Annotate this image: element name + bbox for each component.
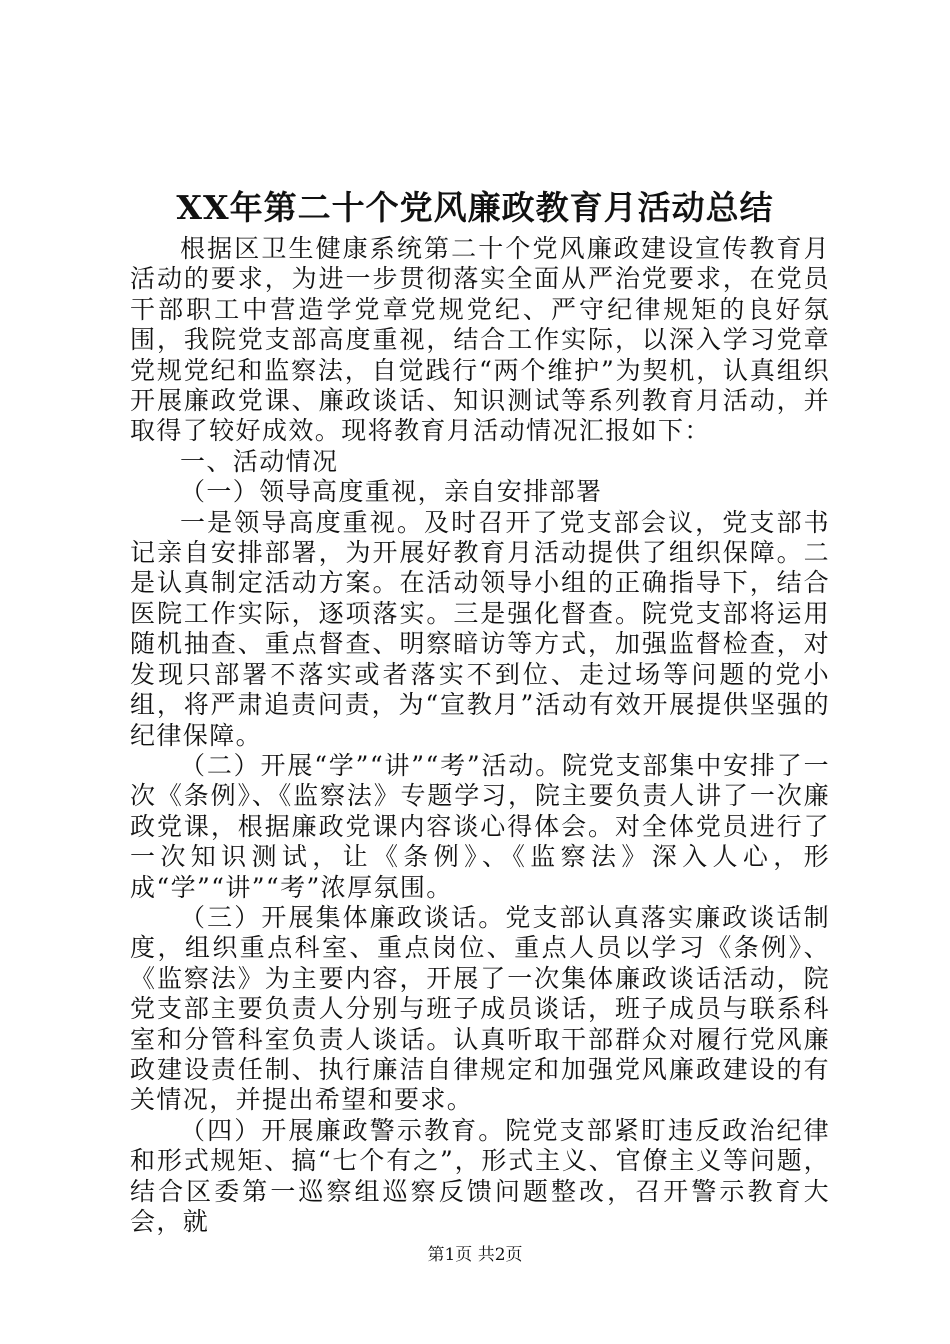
- page-footer: 第1页 共2页: [427, 1245, 523, 1265]
- warning-education-paragraph: （四）开展廉政警示教育。院党支部紧盯违反政治纪律和形式规矩、搞“七个有之”，形式主义、官僚主义等问题，结合区委第一巡察组巡察反馈问题整改，召开警示教育大会，就: [130, 1115, 830, 1236]
- document-body: [130, 234, 830, 1237]
- collective-talk-paragraph: （三）开展集体廉政谈话。党支部认真落实廉政谈话制度，组织重点科室、重点岗位、重点人员以学习《条例》、《监察法》为主要内容，开展了一次集体廉政谈话活动，院党支部主要负责人分别与班子成员谈话，班子成员与联系科室和分管科室负责人谈话。认真听取干部群众对履行党风廉政建设责任制、执行廉洁自律规定和加强党风廉政建设的有关情况，并提出希望和要求。: [130, 902, 830, 1115]
- document-title: XX年第二十个党风廉政教育月活动总结: [176, 188, 774, 227]
- subsection-heading-leadership: （一）领导高度重视，亲自安排部署: [180, 477, 603, 507]
- study-activity-paragraph: （二）开展“学”“讲”“考”活动。院党支部集中安排了一次《条例》、《监察法》专题学习，院主要负责人讲了一次廉政党课，根据廉政党课内容谈心得体会。对全体党员进行了一次知识测试，让《条例》、《监察法》深入人心，形成“学”“讲”“考”浓厚氛围。: [130, 750, 830, 902]
- section-heading-activities: 一、活动情况: [180, 446, 339, 476]
- intro-paragraph: 根据区卫生健康系统第二十个党风廉政建设宣传教育月活动的要求，为进一步贯彻落实全面从严治党要求，在党员干部职工中营造学党章党规党纪、严守纪律规矩的良好氛围，我院党支部高度重视，结合工作实际，以深入学习党章党规党纪和监察法，自觉践行“两个维护”为契机，认真组织开展廉政党课、廉政谈话、知识测试等系列教育月活动，并取得了较好成效。现将教育月活动情况汇报如下：: [130, 234, 830, 446]
- leadership-paragraph: 一是领导高度重视。及时召开了党支部会议，党支部书记亲自安排部署，为开展好教育月活动提供了组织保障。二是认真制定活动方案。在活动领导小组的正确指导下，结合医院工作实际，逐项落实。三是强化督查。院党支部将运用随机抽查、重点督查、明察暗访等方式，加强监督检查，对发现只部署不落实或者落实不到位、走过场等问题的党小组，将严肃追责问责，为“宣教月”活动有效开展提供坚强的纪律保障。: [130, 507, 830, 750]
